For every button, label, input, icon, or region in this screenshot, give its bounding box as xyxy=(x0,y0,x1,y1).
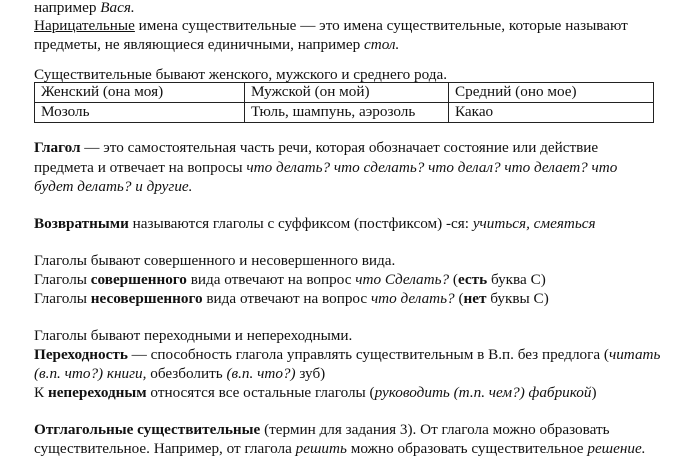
text: ( xyxy=(454,290,464,307)
text: называются глаголы с суффиксом (постфиксом) -ся: xyxy=(128,215,473,232)
text: Глаголы бывают совершенного и несовершенного вида. xyxy=(34,252,396,269)
example-word: решить xyxy=(295,440,347,457)
text-line xyxy=(34,364,325,384)
questions-italic: что делать? что сделать? что делал? что делает? что xyxy=(246,159,618,176)
example-word: читать xyxy=(608,346,661,363)
text-line xyxy=(34,138,598,158)
term-bold: Глагол xyxy=(34,139,81,156)
example-word: Вася. xyxy=(100,0,135,16)
text: Существительные бывают женского, мужского и среднего рода. xyxy=(34,66,448,83)
text-line xyxy=(34,251,395,271)
text: например xyxy=(34,0,101,16)
table-cell: Мозоль xyxy=(35,103,245,123)
text: К xyxy=(34,384,48,401)
term-bold: нет xyxy=(463,290,487,307)
text: обезболить xyxy=(146,365,227,382)
table-cell: Средний (оно мое) xyxy=(449,83,654,103)
term-bold: Переходность xyxy=(34,346,128,363)
text: можно образовать существительное xyxy=(346,440,588,457)
text: существительное. Например, от глагола xyxy=(34,440,296,457)
text: зуб) xyxy=(295,365,326,382)
text: буква С) xyxy=(487,271,546,288)
question-italic: что Сделать? xyxy=(355,271,450,288)
term-bold: есть xyxy=(457,271,488,288)
text-line xyxy=(34,158,617,178)
text: ) xyxy=(591,384,597,401)
table-row xyxy=(35,103,654,123)
term-bold: несовершенного xyxy=(90,290,203,307)
text: предметы, не являющиеся единичными, например xyxy=(34,36,364,53)
text-line xyxy=(34,16,628,36)
example-word: решение. xyxy=(587,440,646,457)
term-bold: Возвратными xyxy=(34,215,129,232)
text: (термин для задания 3). От глагола можно образовать xyxy=(260,421,610,438)
text: предмета и отвечает на вопросы xyxy=(34,159,247,176)
text-line xyxy=(34,345,660,365)
term-bold: совершенного xyxy=(90,271,187,288)
text-line xyxy=(34,214,596,234)
text: относятся все остальные глаголы ( xyxy=(146,384,375,401)
text-line xyxy=(34,326,352,346)
text: — это самостоятельная часть речи, которая обозначает состояние или действие xyxy=(80,139,599,156)
text: Глаголы бывают переходными и непереходными. xyxy=(34,327,353,344)
text-line xyxy=(34,289,549,309)
example-word: (в.п. что?) xyxy=(226,365,296,382)
questions-italic: будет делать? и другие. xyxy=(34,178,193,195)
text-line xyxy=(34,420,610,440)
term-underlined: Нарицательные xyxy=(34,17,135,34)
text: имена существительные — это имена существительные, которые называют xyxy=(134,17,628,34)
example-word: стол. xyxy=(364,36,400,53)
example-word: руководить (т.п. чем?) фабрикой xyxy=(374,384,592,401)
table-cell: Женский (она моя) xyxy=(35,83,245,103)
text: вида отвечают на вопрос xyxy=(186,271,356,288)
table-cell: Мужской (он мой) xyxy=(245,83,449,103)
text: — способность глагола управлять существительным в В.п. без предлога ( xyxy=(127,346,609,363)
text-line xyxy=(34,439,646,459)
text: вида отвечают на вопрос xyxy=(202,290,371,307)
text-line xyxy=(34,177,192,197)
table-cell: Тюль, шампунь, аэрозоль xyxy=(245,103,449,123)
term-bold: непереходным xyxy=(47,384,147,401)
gender-table xyxy=(34,82,654,123)
table-header-row xyxy=(35,83,654,103)
text-line xyxy=(34,270,546,290)
table-cell: Какао xyxy=(449,103,654,123)
text: Глаголы xyxy=(34,290,91,307)
term-bold: Отглагольные существительные xyxy=(34,421,261,438)
text: Глаголы xyxy=(34,271,91,288)
text: буквы С) xyxy=(486,290,549,307)
example-word: учиться, смеяться xyxy=(472,215,596,232)
text-line xyxy=(34,383,597,403)
example-word: (в.п. что?) книги, xyxy=(34,365,147,382)
text-line xyxy=(34,35,399,55)
text: ( xyxy=(449,271,458,288)
question-italic: что делать? xyxy=(370,290,455,307)
